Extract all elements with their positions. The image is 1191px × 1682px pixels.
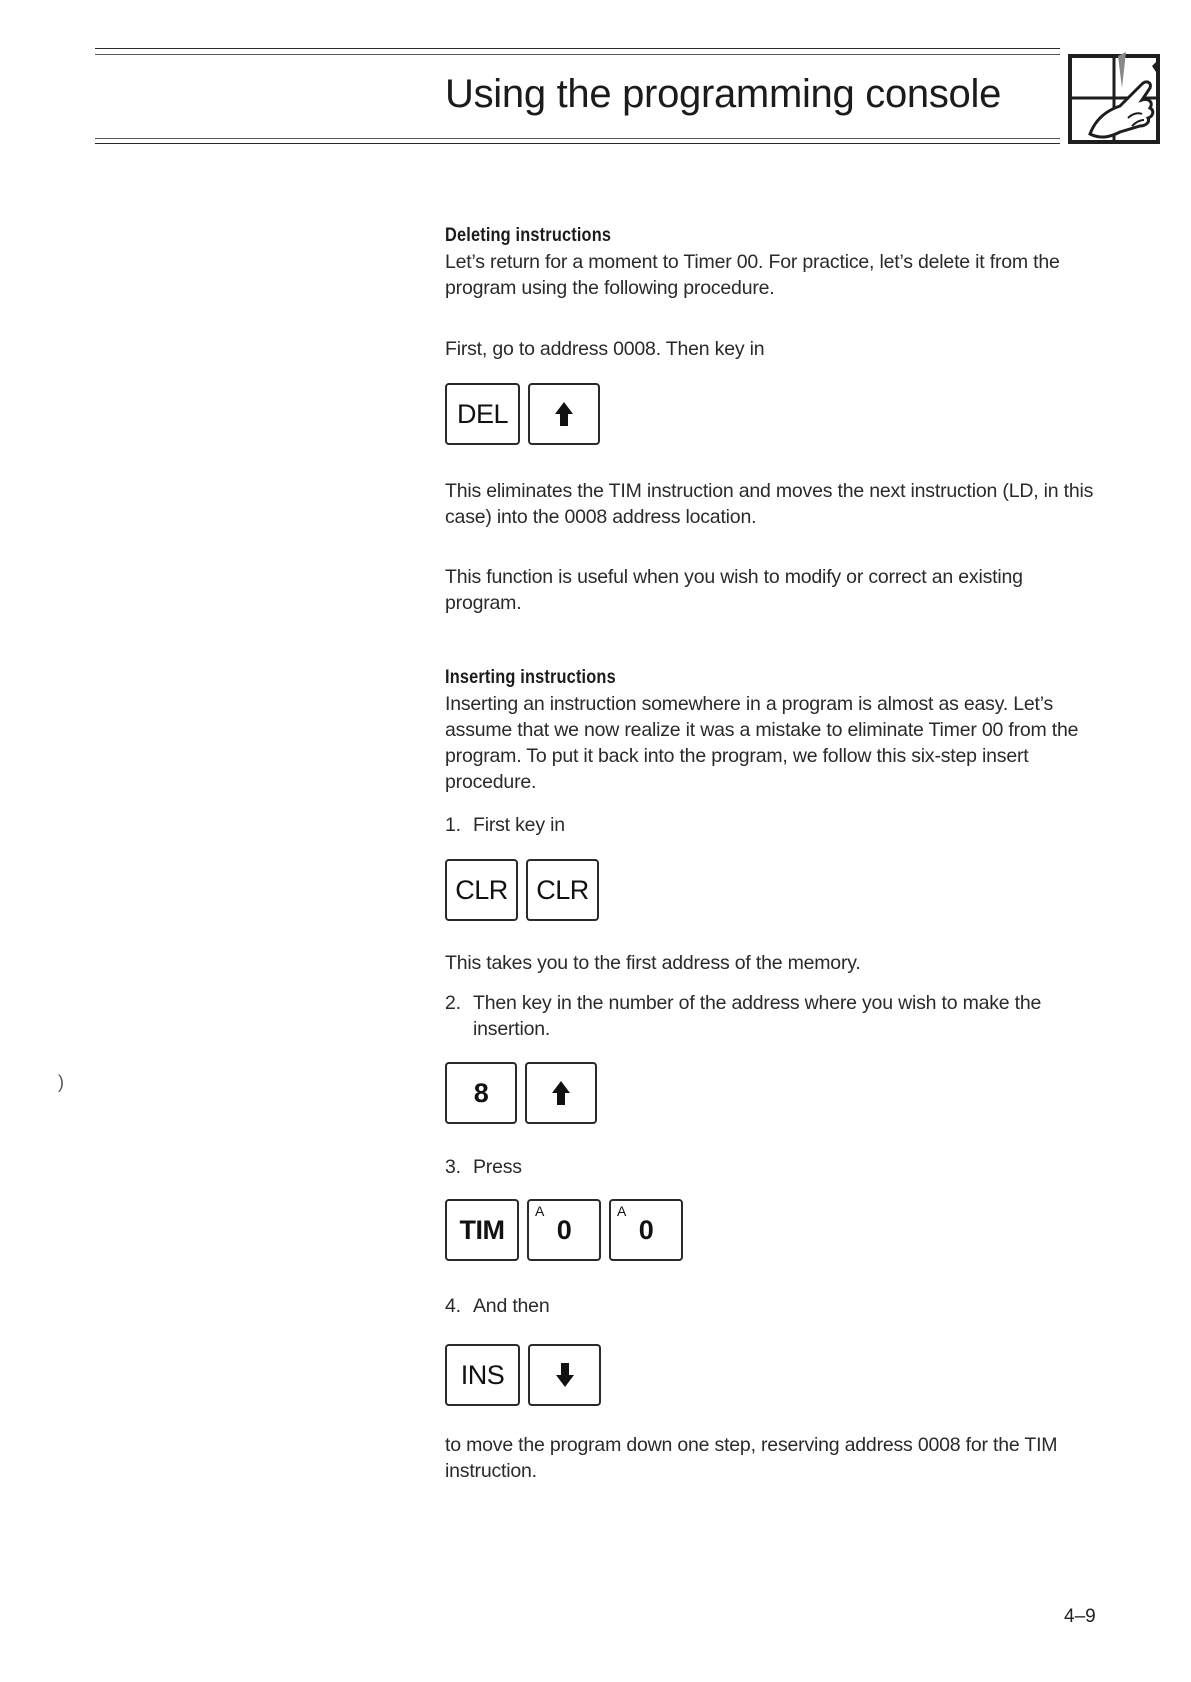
step-3-text: Press bbox=[473, 1156, 522, 1178]
deleting-step-paragraph: First, go to address 0008. Then key in bbox=[445, 338, 765, 360]
zero-key-label: 0 bbox=[638, 1214, 654, 1245]
key-sequence-tim bbox=[445, 1199, 683, 1261]
clr-key bbox=[526, 859, 599, 921]
step-1-text: First key in bbox=[473, 814, 565, 836]
deleting-intro-paragraph: Let’s return for a moment to Timer 00. For practice, let’s delete it from the program using the following procedure. bbox=[445, 251, 1060, 299]
step-2-text: Then key in the number of the address where you wish to make the insertion. bbox=[473, 992, 1042, 1040]
hand-pressing-keypad-icon bbox=[1068, 48, 1164, 144]
section-heading-deleting: Deleting instructions bbox=[445, 225, 612, 246]
step-3-number: 3. bbox=[445, 1156, 461, 1178]
step-4-result: to move the program down one step, reserving address 0008 for the TIM instruction. bbox=[445, 1434, 1058, 1482]
page-number: 4–9 bbox=[1064, 1606, 1096, 1627]
clr-key-label: CLR bbox=[536, 874, 589, 905]
ins-key-label: INS bbox=[460, 1359, 505, 1390]
del-key-label: DEL bbox=[456, 398, 509, 429]
down-arrow-key bbox=[528, 1344, 601, 1406]
key-sequence-insert bbox=[445, 1344, 601, 1406]
stray-mark: ) bbox=[58, 1072, 64, 1092]
clr-key bbox=[445, 859, 518, 921]
deleting-result-paragraph: This eliminates the TIM instruction and moves the next instruction (LD, in this case) into the 0008 address location. bbox=[445, 480, 1094, 528]
zero-key bbox=[527, 1199, 601, 1261]
header-rule-top-thin bbox=[95, 54, 1060, 55]
del-key bbox=[445, 383, 520, 445]
page-title: Using the programming console bbox=[445, 72, 1002, 116]
up-arrow-key bbox=[528, 383, 600, 445]
header-rule-bottom-thin bbox=[95, 138, 1060, 139]
header-rule-top bbox=[95, 48, 1060, 49]
tim-key-label: TIM bbox=[459, 1214, 505, 1245]
step-1-number: 1. bbox=[445, 814, 461, 836]
up-arrow-key bbox=[525, 1062, 597, 1124]
ins-key bbox=[445, 1344, 520, 1406]
step-1-result: This takes you to the first address of the memory. bbox=[445, 952, 861, 974]
down-arrow-icon bbox=[554, 1361, 576, 1389]
zero-key-superscript: A bbox=[617, 1203, 627, 1219]
up-arrow-icon bbox=[550, 1079, 572, 1107]
zero-key-label: 0 bbox=[556, 1214, 572, 1245]
clr-key-label: CLR bbox=[455, 874, 508, 905]
inserting-intro-paragraph: Inserting an instruction somewhere in a program is almost as easy. Let’s assume that we now realize it was a mistake to eliminate Timer 00 from the program. To put it back into the program, we follow this six-step insert procedure. bbox=[445, 693, 1079, 793]
zero-key-superscript: A bbox=[535, 1203, 545, 1219]
tim-key bbox=[445, 1199, 519, 1261]
zero-key bbox=[609, 1199, 683, 1261]
header-rule-bottom bbox=[95, 143, 1060, 144]
key-sequence-clr bbox=[445, 859, 599, 921]
step-4-text: And then bbox=[473, 1295, 550, 1317]
key-sequence-address bbox=[445, 1062, 597, 1124]
step-4-number: 4. bbox=[445, 1295, 461, 1317]
deleting-usage-paragraph: This function is useful when you wish to modify or correct an existing program. bbox=[445, 566, 1023, 614]
step-2-number: 2. bbox=[445, 992, 461, 1014]
up-arrow-icon bbox=[553, 400, 575, 428]
section-heading-inserting: Inserting instructions bbox=[445, 667, 616, 688]
eight-key bbox=[445, 1062, 517, 1124]
key-sequence-delete bbox=[445, 383, 600, 445]
eight-key-label: 8 bbox=[473, 1077, 489, 1108]
